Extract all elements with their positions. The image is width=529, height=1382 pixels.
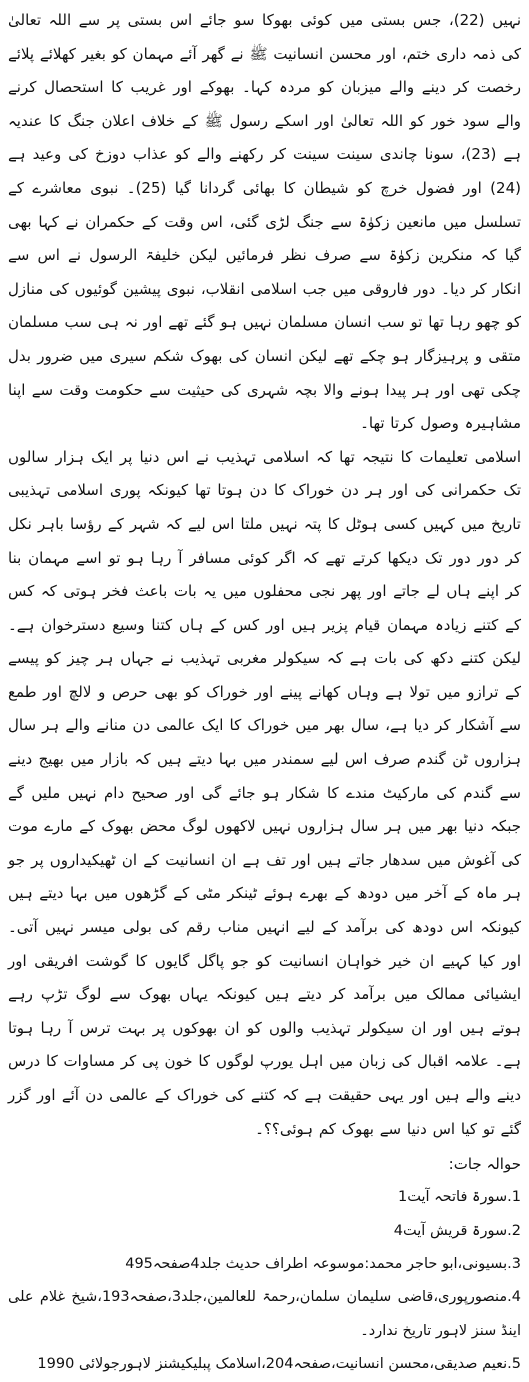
body-paragraph-2: اسلامی تعلیمات کا نتیجہ تھا کہ اسلامی تہذیب نے اس دنیا پر ایک ہزار سالوں تک حکمرانی کی اور ہر دن خوراک کا دن ہوتا تھا کیونکہ پوری اسلامی تہذیبی تاریخ میں کہیں کسی ہوٹل کا پتہ نہیں ملتا اس لیے کہ شہر کے رؤسا باہر نکل کر دور دور تک دیکھا کرتے تھے کہ اگر کوئی مسافر آ رہا ہو تو اسے مہمان بنا کر اپنے ہاں لے جاتے اور پھر نجی محفلوں میں یہ بات باعث فخر ہوتی کہ کس کے کتنے زیادہ مہمان قیام پزیر ہیں اور کس کے ہاں کتنا وسیع دسترخوان ہے۔ لیکن کتنے دکھ کی بات ہے کہ سیکولر مغربی تہذیب نے جہاں ہر چیز کو پیسے کے ترازو میں تولا ہے وہاں کھانے پینے اور خوراک کو بھی حرص و لالچ اور طمع سے آشکار کر دیا ہے، سال بھر میں خوراک کا ایک عالمی دن منانے والے ہر سال ہزاروں ٹن گندم صرف اس لیے سمندر میں بہا دیتے ہیں کہ بازار میں بھیج دینے سے گندم کی مارکیٹ مندے کا شکار ہو جائے گی اور صحیح دام نہیں ملیں گے جبکہ دنیا بھر میں ہر سال ہزاروں نہیں لاکھوں لوگ محض بھوک کے مارے موت کی آغوش میں سدھار جاتے ہیں اور تف ہے ان انسانیت کے ان ٹھیکیداروں پر جو ہر ماہ کے آخر میں دودھ کے بھرے ہوئے ٹینکر مٹی کے گڑھوں میں بہا دیتے ہیں کیونکہ اس دودھ کی برآمد کے لیے انہیں مناب رقم کی بولی میسر نہیں آتی۔ اور کیا کہیے ان خیر خواہان انسانیت کو جو پاگل گایوں کا گوشت افریقی اور ایشیائی ممالک میں برآمد کر دیتے ہیں کیونکہ یہاں بھوک سے لوگ تڑپ رہے ہوتے ہیں اور ان سیکولر تہذیب والوں کو ان بھوکوں پر بہت ترس آ رہا ہوتا ہے۔ علامہ اقبال کی زبان میں اہل یورپ لوگوں کا خون پی کر مساوات کا درس دینے والے ہیں اور یہی حقیقت ہے کہ کتنے کی خوراک کے عالمی دن آئے اور گزر گئے تو کیا اس دنیا سے بھوک کم ہوئی؟؟۔ (8, 447, 521, 1138)
body-paragraph-1: نہیں (22)، جس بستی میں کوئی بھوکا سو جائے اس بستی پر سے اللہ تعالیٰ کی ذمہ داری ختم، اور محسن انسانیت ﷺ نے گھر آئے مہمان کو بغیر کھلائے پلائے رخصت کر دینے والے میزبان کو مردہ کہا۔ بھوکے اور غریب کا استحصال کرنے والے سود خور کو اللہ تعالیٰ اور اسکے رسول ﷺ کے خلاف اعلان جنگ کا عندیہ ہے (23)، سونا چاندی سینت سینت کر رکھنے والے کو عذاب دوزخ کی وعید ہے (24) اور فضول خرچ کو شیطان کا بھائی گردانا گیا (25)۔ نبوی معاشرے کے تسلسل میں مانعین زکوٰۃ سے جنگ لڑی گئی، اس وقت کے حکمران نے کہا بھی گیا کہ منکرین زکوٰۃ سے صرف نظر فرمائیں لیکن خلیفۃ الرسول نے اس سے انکار کر دیا۔ دور فاروقی میں جب اسلامی انقلاب، نبوی پیشین گوئیوں کی منازل کو چھو رہا تھا تو سب انسان مسلمان نہیں ہو گئے تھے اور نہ ہی سب مسلمان متقی و پرہیزگار ہو چکے تھے لیکن انسان کی بھوک شکم سیری میں ضرور بدل چکی تھی اور ہر پیدا ہونے والا بچہ شہری کی حیثیت سے حکومت وقت سے اپنا مشاہیرہ وصول کرتا تھا۔ (8, 11, 521, 433)
references-list (8, 1181, 521, 1381)
reference-item: 2.سورۃ قریش آیت4 (393, 1222, 521, 1239)
reference-item: 1.سورۃ فاتحہ آیت1 (398, 1189, 521, 1206)
reference-item: 5.نعیم صدیقی،محسن انسانیت،صفحہ204،اسلامک پبلیکیشنز لاہورجولائی 1990 (37, 1356, 521, 1373)
reference-item: 4.منصورپوری،قاضی سلیمان سلمان،رحمۃ للعالمین،جلد3،صفحہ193،شیخ غلام علی اینڈ سنز لاہور تاریخ ندارد۔ (8, 1289, 521, 1339)
reference-item: 3.بسیونی،ابو حاجر محمد:موسوعہ اطراف حدیث جلد4صفحہ495 (125, 1256, 521, 1272)
references-heading: حوالہ جات: (448, 1155, 521, 1174)
